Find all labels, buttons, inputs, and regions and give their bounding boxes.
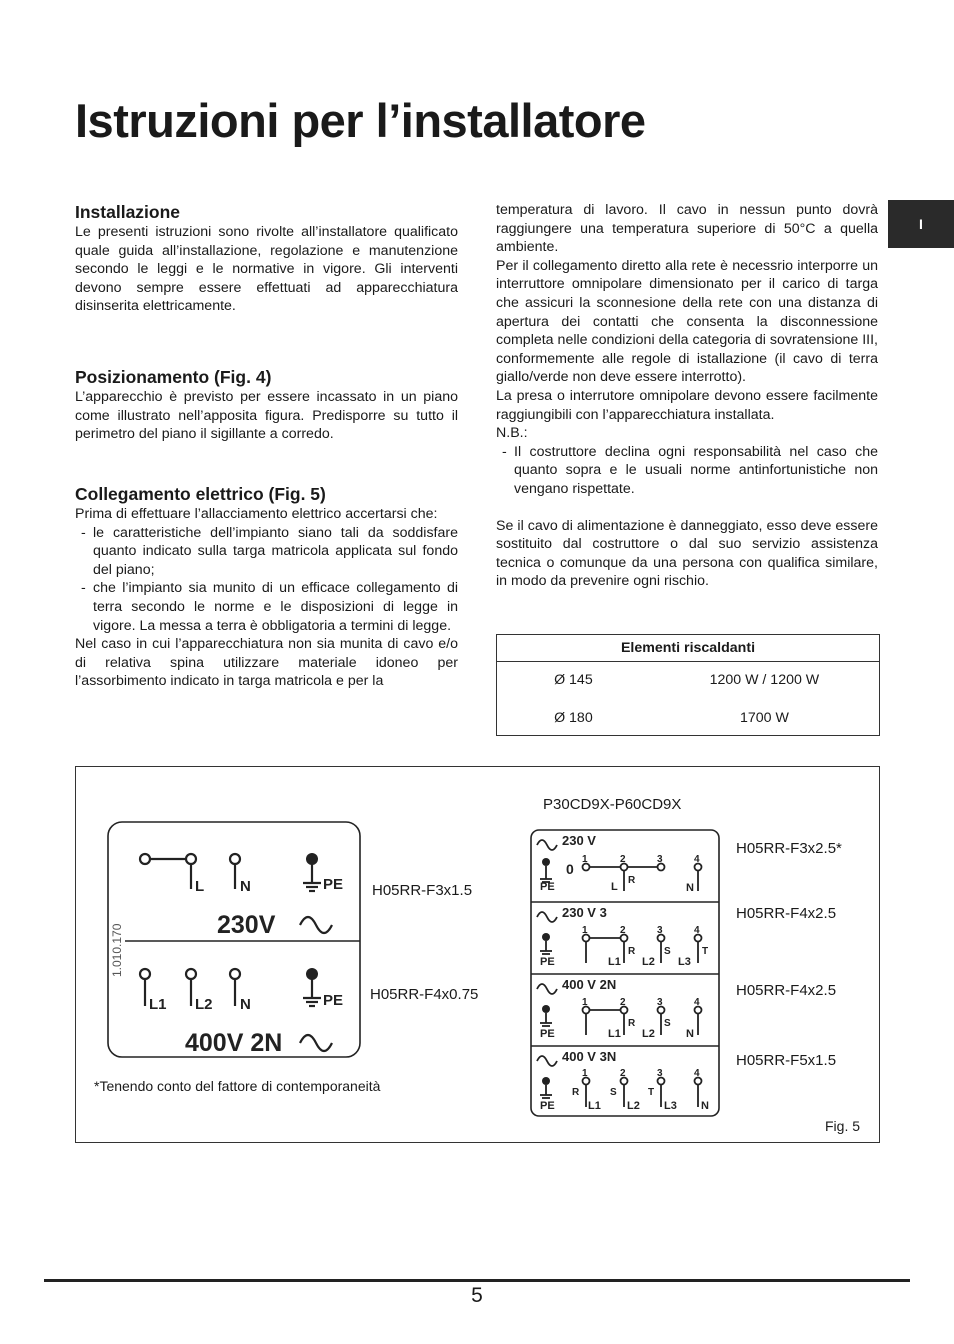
table-row: Ø 180 1700 W <box>554 709 789 726</box>
svg-text:1: 1 <box>582 997 588 1008</box>
svg-text:N: N <box>686 882 694 894</box>
svg-text:2: 2 <box>620 854 626 865</box>
svg-text:L: L <box>611 881 618 893</box>
svg-text:1: 1 <box>582 925 588 936</box>
figure-note: *Tenendo conto del fattore di contemporaneità <box>94 1078 381 1094</box>
text-right-nb: N.B.: <box>496 425 528 442</box>
left-column <box>75 202 458 316</box>
term-label: PE <box>323 876 344 893</box>
right-column <box>496 201 878 591</box>
svg-text:S: S <box>664 946 671 957</box>
figure-5 <box>75 766 880 1143</box>
heading-installazione: Installazione <box>75 202 181 222</box>
wiring-panel-right <box>530 829 721 1118</box>
svg-text:3: 3 <box>657 925 663 936</box>
svg-text:PE: PE <box>540 956 555 968</box>
term-label: L2 <box>195 996 213 1013</box>
voltage-label: 400 V 2N <box>562 977 617 992</box>
list-item: - Il costruttore declina ogni responsabilità nel caso che quanto sopra e le usuali norme antinfortunistiche non vengano rispettate. <box>502 443 878 497</box>
svg-text:S: S <box>610 1087 617 1098</box>
svg-text:L2: L2 <box>627 1100 640 1112</box>
footer-divider <box>44 1279 910 1282</box>
wiring-panel-left <box>107 821 362 1059</box>
table-row: Ø 145 1200 W / 1200 W <box>554 671 820 688</box>
svg-text:T: T <box>702 946 709 957</box>
text-right-p1: temperatura di lavoro. Il cavo in nessun punto dovrà raggiungere una temperatura superiore di 50°C a quella ambiente. <box>496 202 878 256</box>
svg-text:R: R <box>628 1018 636 1029</box>
cable-label: H05RR-F4x0.75 <box>370 986 479 1003</box>
svg-text:1: 1 <box>582 1068 588 1079</box>
table-header: Elementi riscaldanti <box>497 635 879 662</box>
svg-text:3: 3 <box>657 854 663 865</box>
cable-label: H05RR-F4x2.5 <box>736 905 837 922</box>
svg-text:L1: L1 <box>608 956 621 968</box>
svg-text:PE: PE <box>540 1100 555 1112</box>
text-installazione: Le presenti istruzioni sono rivolte all’installatore qualificato quale guida all’installazione, regolazione e manutenzione secondo le leggi e le normative in vigore. Gli interventi devono sempre essere effettuati ad apparecchiatura disinserita elettricamente. <box>75 224 458 315</box>
section-posizionamento <box>75 367 458 444</box>
text-right-p3: La presa o interrutore omnipolare devono essere facilmente raggiungibili con l’apparecchiatura installata. <box>496 387 878 423</box>
svg-text:R: R <box>628 875 636 886</box>
svg-text:R: R <box>628 946 636 957</box>
figure-caption: Fig. 5 <box>825 1118 861 1134</box>
svg-text:3: 3 <box>657 1068 663 1079</box>
text-right-p2: Per il collegamento diretto alla rete è necessrio interporre un interruttore omnipolare dimensionato per il carico di targa che assicuri la sconnesione della rete con una distanza di apertura dei contatti che consenta la disconnessione completa nelle condizioni della categoria di sovratensione III, conformemente alle regole di istallazione (il cavo di terra giallo/verde non deve essere interrotto). <box>496 257 878 386</box>
svg-text:L2: L2 <box>642 956 655 968</box>
svg-text:L1: L1 <box>608 1028 621 1040</box>
term-label: N <box>240 878 251 895</box>
voltage-label: 230V <box>217 911 276 939</box>
svg-text:4: 4 <box>694 997 700 1008</box>
svg-text:N: N <box>701 1100 709 1112</box>
svg-text:L3: L3 <box>678 956 691 968</box>
svg-text:T: T <box>648 1087 655 1098</box>
svg-text:R: R <box>572 1087 580 1098</box>
part-code: 1.010.170 <box>110 923 124 977</box>
cable-label: H05RR-F5x1.5 <box>736 1052 837 1069</box>
text-collegamento-intro: Prima di effettuare l’allacciamento elettrico accertarsi che: <box>75 506 438 522</box>
heading-collegamento: Collegamento elettrico (Fig. 5) <box>75 484 326 504</box>
page-title: Istruzioni per l’installatore <box>75 94 646 147</box>
language-tab: I <box>888 200 954 248</box>
svg-text:0: 0 <box>566 861 574 877</box>
svg-text:2: 2 <box>620 925 626 936</box>
svg-text:3: 3 <box>657 997 663 1008</box>
text-posizionamento: L’apparecchio è previsto per essere incassato in un piano come illustrato nell’apposita figura. Predisporre su tutto il perimetro del piano il sigillante a corredo. <box>75 389 458 443</box>
term-label: L1 <box>149 996 167 1013</box>
cable-label: H05RR-F3x1.5 <box>372 882 473 899</box>
text-collegamento-p2: Nel caso in cui l’apparecchiatura non sia munita di cavo e/o di relativa spina utilizzare materiale idoneo per l’assorbimento indicato in targa matricola e per la <box>75 636 458 690</box>
cable-label: H05RR-F3x2.5* <box>736 840 842 857</box>
svg-text:L1: L1 <box>588 1100 601 1112</box>
svg-text:S: S <box>664 1018 671 1029</box>
term-label: PE <box>323 992 344 1009</box>
svg-text:N: N <box>686 1028 694 1040</box>
heading-posizionamento: Posizionamento (Fig. 4) <box>75 367 272 387</box>
svg-text:L2: L2 <box>642 1028 655 1040</box>
svg-text:2: 2 <box>620 997 626 1008</box>
svg-text:1: 1 <box>582 854 588 865</box>
cable-label: H05RR-F4x2.5 <box>736 982 837 999</box>
term-label: L <box>195 878 205 895</box>
voltage-label: 400 V 3N <box>562 1049 617 1064</box>
heating-elements-table <box>496 634 880 736</box>
svg-text:2: 2 <box>620 1068 626 1079</box>
section-collegamento <box>75 484 458 691</box>
svg-text:4: 4 <box>694 1068 700 1079</box>
list-item: - che l’impianto sia munito di un efficace collegamento di terra secondo le norme e le disposizioni di legge in vigore. La messa a terra è obbligatoria a termini di legge. <box>81 580 458 634</box>
voltage-label: 230 V 3 <box>562 905 607 920</box>
svg-text:L3: L3 <box>664 1100 677 1112</box>
voltage-label: 400V 2N <box>185 1029 283 1057</box>
list-item: - le caratteristiche dell’impianto siano tali da soddisfare quanto indicato sulla targa matricola applicata sul fondo del piano; <box>81 524 458 578</box>
page-number: 5 <box>471 1284 483 1307</box>
term-label: N <box>240 996 251 1013</box>
voltage-label: 230 V <box>562 833 596 848</box>
model-label: P30CD9X-P60CD9X <box>543 796 682 813</box>
text-right-p4: Se il cavo di alimentazione è danneggiato, esso deve essere sostituito dal costruttore o dal suo servizio assistenza tecnica o comunque da una persona con qualifica similare, in modo da prevenire ogni rischio. <box>496 517 878 590</box>
svg-text:4: 4 <box>694 854 700 865</box>
svg-text:4: 4 <box>694 925 700 936</box>
svg-text:PE: PE <box>540 1028 555 1040</box>
svg-text:PE: PE <box>540 881 555 893</box>
